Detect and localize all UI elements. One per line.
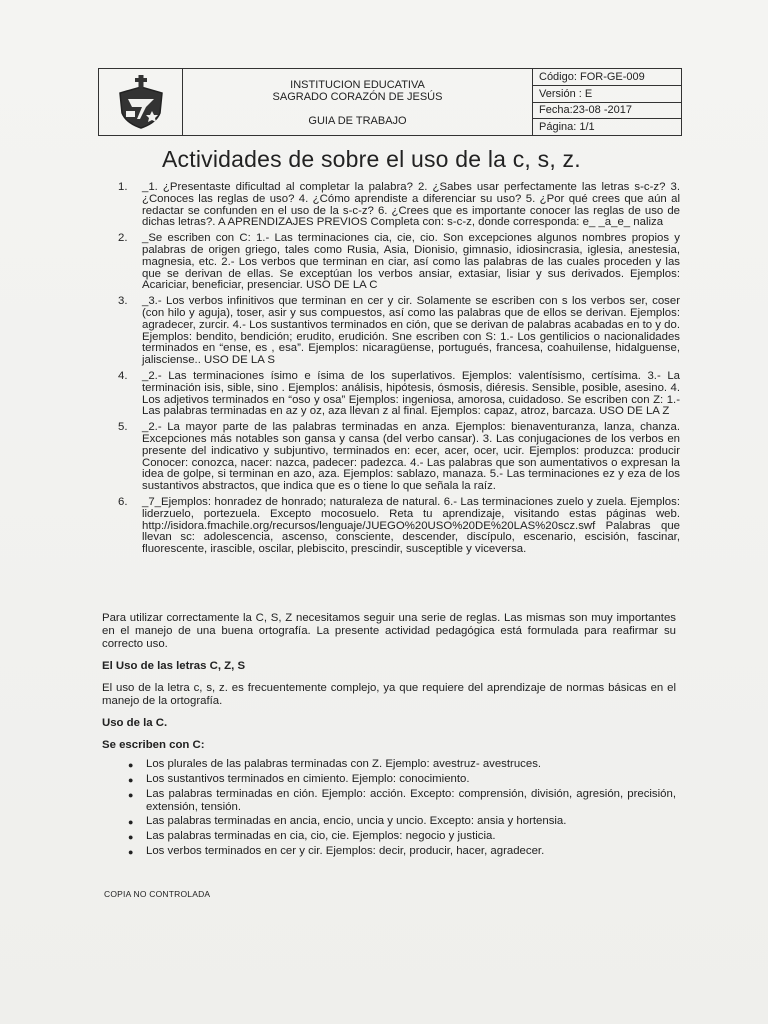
list-item-number: 4. <box>118 369 128 382</box>
sub-heading: Uso de la C. <box>102 717 168 729</box>
list-item-number: 3. <box>118 295 128 308</box>
bullet-dot-icon: ● <box>128 847 134 857</box>
list-item-number: 6. <box>118 495 128 508</box>
list-item <box>118 422 680 493</box>
list-item-text: _3.- Los verbos infinitivos que terminan en cer y cir. Solamente se escriben con s los verbos ser, coser (con hilo y aguja), toser, asir y sus compuestos, así como las palabras que de ellos se derivan. Ejemplos: agradecer, zurcir. 4.- Los sustantivos terminados en ción, que se derivan de palabras acabadas en to y do. Ejemplos: bendito, bendición; erudito, erudición. Sne escriben con S: 1.- Los gentilicios o nacionalidades terminados en “ense, es , esa”. Ejemplos: nicaragüense, portugués, francesa, coahuilense, hidalguense, jalisciense.. USO DE LA S <box>142 295 680 367</box>
list-item <box>128 830 676 844</box>
list-item <box>118 371 680 418</box>
rules-list <box>102 758 676 859</box>
list-item-text: _2.- Las terminaciones ísimo e ísima de los superlativos. Ejemplos: valentísismo, certísima. 3.- La terminación isis, sible, sino . Ejemplos: análisis, hipótesis, ósmosis, diéresis. Sensible, posible, asesino. 4. Los adjetivos terminados en “oso y osa” Ejemplos: ingeniosa, amorosa, cuidadoso. Se escriben con Z: 1.- Las palabras terminadas en az y oz, aza llevan z al final. Ejemplos: capaz, atroz, barcaza. USO DE LA Z <box>142 369 680 418</box>
list-item <box>118 497 680 556</box>
school-crest-icon <box>110 73 172 131</box>
bullet-dot-icon: ● <box>128 760 134 770</box>
list-item <box>118 296 680 367</box>
sub-heading-rules: Se escriben con C: <box>102 739 205 751</box>
doc-version: Versión : E <box>533 86 681 103</box>
list-item <box>128 845 676 859</box>
doc-page: Página: 1/1 <box>539 121 595 134</box>
footer-note: COPIA NO CONTROLADA <box>104 889 211 899</box>
activities-list <box>118 182 680 560</box>
list-item-text: Las palabras terminadas en cia, cio, cie. Ejemplos: negocio y justicia. <box>146 830 496 842</box>
bullet-dot-icon: ● <box>128 790 134 800</box>
header-logo-cell <box>99 69 183 135</box>
list-item <box>128 815 676 829</box>
list-item-text: _7_Ejemplos: honradez de honrado; naturaleza de natural. 6.- Las terminaciones zuelo y zuela. Ejemplos: liderzuelo, portezuela. Excepto mocosuelo. Reta tu aprendizaje, visitando estas páginas web. http://isidora.fmachile.org/recursos/lenguaje/JUEGO%20USO%20DE%20LAS%20scz.swf Palabras que llevan sc: adolescencia, ascenso, consciente, descender, discípulo, escenario, escisión, fascinar, fluorescente, irascible, oscilar, plebiscito, prescindir, susceptible y viceversa. <box>142 495 680 556</box>
body-section <box>102 612 676 860</box>
doc-code: Código: FOR-GE-009 <box>533 69 681 86</box>
list-item <box>118 233 680 292</box>
list-item <box>128 758 676 772</box>
header-meta-cell <box>533 69 681 135</box>
list-item <box>118 182 680 229</box>
list-item-number: 1. <box>118 181 128 193</box>
section-paragraph: El uso de la letra c, s, z. es frecuentemente complejo, ya que requiere del aprendizaje de normas básicas en el manejo de la ortografía. <box>102 682 676 707</box>
section-heading: El Uso de las letras C, Z, S <box>102 660 246 672</box>
list-item-text: Las palabras terminadas en ancia, encio, uncia y uncio. Excepto: ansia y hortensia. <box>146 815 567 827</box>
document-header <box>98 68 682 136</box>
intro-paragraph: Para utilizar correctamente la C, S, Z necesitamos seguir una serie de reglas. Las mismas son muy importantes en el manejo de una buena ortografía. La presente actividad pedagógica está formulada para reafirmar su correcto uso. <box>102 612 676 650</box>
list-item <box>128 788 676 814</box>
list-item-number: 5. <box>118 421 128 434</box>
list-item-text: Los verbos terminados en cer y cir. Ejemplos: decir, producir, hacer, agradecer. <box>146 845 545 857</box>
institution-name-line2: SAGRADO CORAZÓN DE JESÚS <box>272 91 443 103</box>
list-item-text: Las palabras terminadas en ción. Ejemplo: acción. Excepto: comprensión, división, agresión, precisión, extensión, tensión. <box>146 788 676 813</box>
header-title-cell <box>183 69 533 135</box>
bullet-dot-icon: ● <box>128 817 134 827</box>
page-title: Actividades de sobre el uso de la c, s, z. <box>162 146 581 172</box>
bullet-dot-icon: ● <box>128 832 134 842</box>
list-item-text: _1. ¿Presentaste dificultad al completar la palabra? 2. ¿Sabes usar perfectamente las letras s-c-z? 3. ¿Conoces las reglas de uso? 4. ¿Cómo aprendiste a diferenciar su uso? 5. ¿Por qué crees que aún al redactar se confunden en el uso de la s-c-z? 6. ¿Crees que es importante conocer las reglas de uso de dichas letras?. A APRENDIZAJES PREVIOS Completa con: s-c-z, donde corresponda: e_ _a_e_ naliza <box>142 181 680 229</box>
list-item <box>128 773 676 787</box>
list-item-number: 2. <box>118 232 128 245</box>
list-item-text: Los sustantivos terminados en cimiento. Ejemplo: conocimiento. <box>146 773 470 785</box>
list-item-text: _2.- La mayor parte de las palabras terminadas en anza. Ejemplos: bienaventuranza, lanza, chanza. Excepciones más notables son gansa y cansa (del verbo cansar). 3. Las conjugaciones de los verbos en presente del indicativo y subjuntivo, terminados en: ecer, acer, ocer, ucir. Ejemplos: produzca: producir Conocer: conozca, nacer: nazca, padecer: padezca. 4.- Las palabras que son aumentativos o expresan la idea de golpe, si terminan en azo, aza. Ejemplos: sablazo, manaza. 5.- Las terminaciones ez y eza de los sustantivos abstractos, que indica que es o tiene lo que señala la raíz. <box>142 421 680 493</box>
list-item-text: _Se escriben con C: 1.- Las terminaciones cia, cie, cio. Son excepciones algunos nombres propios y palabras de origen griego, tales como Rusia, Asia, Dionisio, gimnasio, idiosincrasia, iglesia, anestesia, magnesia, etc. 2.- Los verbos que terminan en ciar, así como las palabras de las cuales proceden y las que se derivan de ellas. Se exceptúan los verbos ansiar, extasiar, lisiar y sus derivados. Ejemplos: Acariciar, beneficiar, presenciar. USO DE LA C <box>142 232 680 292</box>
bullet-dot-icon: ● <box>128 775 134 785</box>
doc-date: Fecha:23-08 -2017 <box>533 103 681 120</box>
institution-name-line1: INSTITUCION EDUCATIVA <box>290 79 425 91</box>
list-item-text: Los plurales de las palabras terminadas con Z. Ejemplo: avestruz- avestruces. <box>146 758 542 770</box>
document-type: GUIA DE TRABAJO <box>308 115 407 127</box>
